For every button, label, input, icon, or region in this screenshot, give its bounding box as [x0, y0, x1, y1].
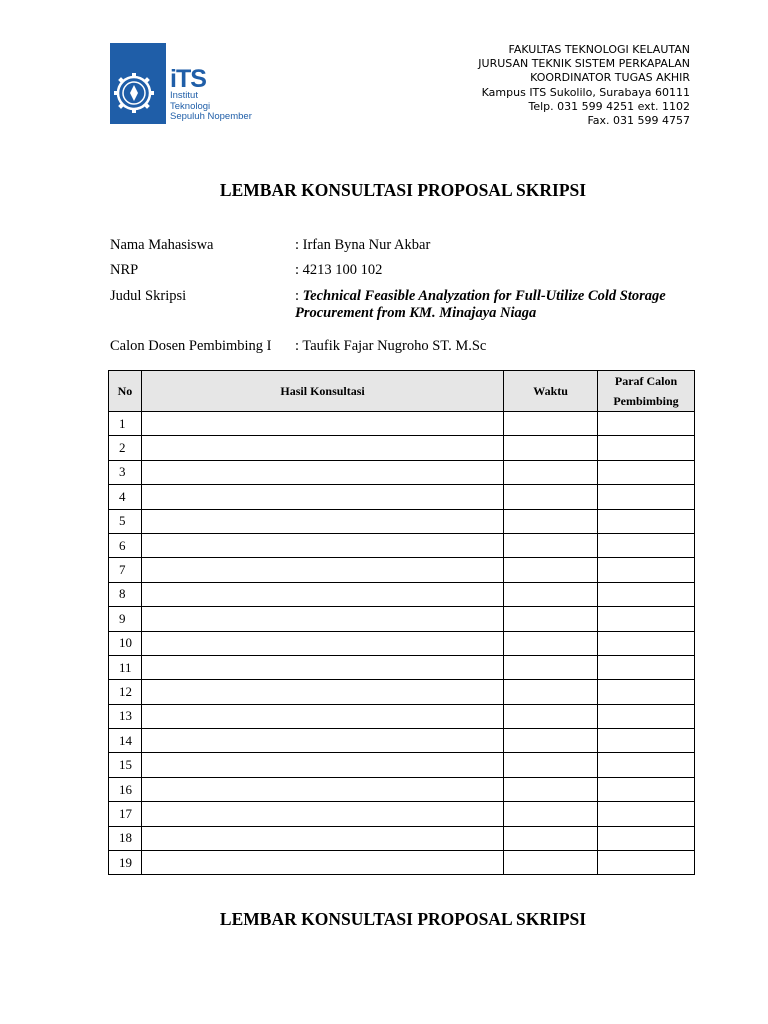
waktu-cell — [504, 558, 598, 582]
waktu-cell — [504, 851, 598, 875]
its-emblem — [110, 43, 166, 124]
waktu-cell — [504, 509, 598, 533]
header-paraf-line1: Paraf Calon — [614, 374, 678, 388]
waktu-cell — [504, 777, 598, 801]
hasil-konsultasi-cell — [141, 777, 503, 801]
hasil-konsultasi-cell — [141, 680, 503, 704]
supervisor-value: : Taufik Fajar Nugroho ST. M.Sc — [295, 338, 487, 354]
row-number: 5 — [109, 509, 142, 533]
waktu-cell — [504, 533, 598, 557]
paraf-cell — [598, 826, 695, 850]
paraf-cell — [598, 436, 695, 460]
waktu-cell — [504, 412, 598, 436]
nrp-label: NRP — [110, 262, 139, 278]
paraf-cell — [598, 412, 695, 436]
row-number: 9 — [109, 607, 142, 631]
row-number: 14 — [109, 729, 142, 753]
table-row — [109, 777, 695, 801]
row-number: 19 — [109, 851, 142, 875]
header-no: No — [109, 371, 142, 412]
table-row — [109, 851, 695, 875]
nrp-value: : 4213 100 102 — [295, 262, 383, 278]
waktu-cell — [504, 655, 598, 679]
paraf-cell — [598, 777, 695, 801]
paraf-cell — [598, 753, 695, 777]
table-row — [109, 680, 695, 704]
table-row — [109, 826, 695, 850]
waktu-cell — [504, 680, 598, 704]
table-row — [109, 485, 695, 509]
hasil-konsultasi-cell — [141, 704, 503, 728]
row-number: 18 — [109, 826, 142, 850]
header-paraf — [598, 371, 695, 412]
phone-line: Telp. 031 599 4251 ext. 1102 — [528, 99, 690, 113]
hasil-konsultasi-cell — [141, 655, 503, 679]
hasil-konsultasi-cell — [141, 533, 503, 557]
table-row — [109, 436, 695, 460]
hasil-konsultasi-cell — [141, 582, 503, 606]
department-line: JURUSAN TEKNIK SISTEM PERKAPALAN — [478, 57, 690, 71]
thesis-title-text: Technical Feasible Analyzation for Full-Utilize Cold Storage Procurement from KM. Minajaya Niaga — [295, 288, 666, 321]
footer-title: LEMBAR KONSULTASI PROPOSAL SKRIPSI — [219, 909, 587, 929]
hasil-konsultasi-cell — [141, 412, 503, 436]
waktu-cell — [504, 753, 598, 777]
hasil-konsultasi-cell — [141, 460, 503, 484]
table-row — [109, 655, 695, 679]
paraf-cell — [598, 704, 695, 728]
supervisor-label: Calon Dosen Pembimbing I — [110, 338, 272, 354]
row-number: 2 — [109, 436, 142, 460]
table-row — [109, 704, 695, 728]
fax-line: Fax. 031 599 4757 — [587, 114, 690, 128]
paraf-cell — [598, 509, 695, 533]
row-number: 11 — [109, 655, 142, 679]
row-number: 1 — [109, 412, 142, 436]
row-number: 17 — [109, 802, 142, 826]
page-title: LEMBAR KONSULTASI PROPOSAL SKRIPSI — [219, 180, 587, 200]
waktu-cell — [504, 704, 598, 728]
header-hasil-konsultasi: Hasil Konsultasi — [141, 371, 503, 412]
paraf-cell — [598, 631, 695, 655]
header-paraf-line2: Pembimbing — [613, 394, 679, 408]
thesis-colon: : — [295, 288, 300, 304]
paraf-cell — [598, 655, 695, 679]
hasil-konsultasi-cell — [141, 826, 503, 850]
logo-wordmark: iTS — [170, 65, 206, 93]
table-row — [109, 802, 695, 826]
paraf-cell — [598, 802, 695, 826]
hasil-konsultasi-cell — [141, 558, 503, 582]
paraf-cell — [598, 607, 695, 631]
table-row — [109, 533, 695, 557]
row-number: 8 — [109, 582, 142, 606]
table-body — [109, 412, 695, 875]
table-row — [109, 460, 695, 484]
paraf-cell — [598, 851, 695, 875]
table-row — [109, 607, 695, 631]
waktu-cell — [504, 436, 598, 460]
table-row — [109, 412, 695, 436]
row-number: 4 — [109, 485, 142, 509]
waktu-cell — [504, 729, 598, 753]
paraf-cell — [598, 680, 695, 704]
waktu-cell — [504, 826, 598, 850]
row-number: 13 — [109, 704, 142, 728]
hasil-konsultasi-cell — [141, 729, 503, 753]
name-label: Nama Mahasiswa — [110, 237, 214, 253]
row-number: 6 — [109, 533, 142, 557]
header-waktu: Waktu — [504, 371, 598, 412]
row-number: 16 — [109, 777, 142, 801]
row-number: 15 — [109, 753, 142, 777]
name-value: : Irfan Byna Nur Akbar — [295, 237, 431, 253]
paraf-cell — [598, 582, 695, 606]
waktu-cell — [504, 631, 598, 655]
hasil-konsultasi-cell — [141, 851, 503, 875]
hasil-konsultasi-cell — [141, 753, 503, 777]
row-number: 10 — [109, 631, 142, 655]
emblem-icon — [110, 43, 166, 124]
table-row — [109, 631, 695, 655]
table-row — [109, 729, 695, 753]
waktu-cell — [504, 582, 598, 606]
table-row — [109, 509, 695, 533]
coordinator-line: KOORDINATOR TUGAS AKHIR — [530, 71, 690, 85]
hasil-konsultasi-cell — [141, 631, 503, 655]
hasil-konsultasi-cell — [141, 607, 503, 631]
paraf-cell — [598, 729, 695, 753]
waktu-cell — [504, 607, 598, 631]
thesis-title-value — [295, 288, 715, 322]
hasil-konsultasi-cell — [141, 509, 503, 533]
paraf-cell — [598, 460, 695, 484]
hasil-konsultasi-cell — [141, 485, 503, 509]
row-number: 7 — [109, 558, 142, 582]
consultation-table — [108, 370, 695, 875]
institution-address — [478, 43, 690, 128]
waktu-cell — [504, 460, 598, 484]
waktu-cell — [504, 485, 598, 509]
campus-address-line: Kampus ITS Sukolilo, Surabaya 60111 — [481, 85, 690, 99]
row-number: 3 — [109, 460, 142, 484]
hasil-konsultasi-cell — [141, 802, 503, 826]
waktu-cell — [504, 802, 598, 826]
faculty-line: FAKULTAS TEKNOLOGI KELAUTAN — [508, 43, 690, 56]
paraf-cell — [598, 558, 695, 582]
table-row — [109, 582, 695, 606]
paraf-cell — [598, 485, 695, 509]
table-header-row — [109, 371, 695, 412]
its-logo — [110, 43, 255, 124]
table-row — [109, 753, 695, 777]
hasil-konsultasi-cell — [141, 436, 503, 460]
logo-subtitle: Institut Teknologi Sepuluh Nopember — [170, 90, 252, 122]
table-row — [109, 558, 695, 582]
thesis-title-label: Judul Skripsi — [110, 288, 187, 304]
row-number: 12 — [109, 680, 142, 704]
paraf-cell — [598, 533, 695, 557]
